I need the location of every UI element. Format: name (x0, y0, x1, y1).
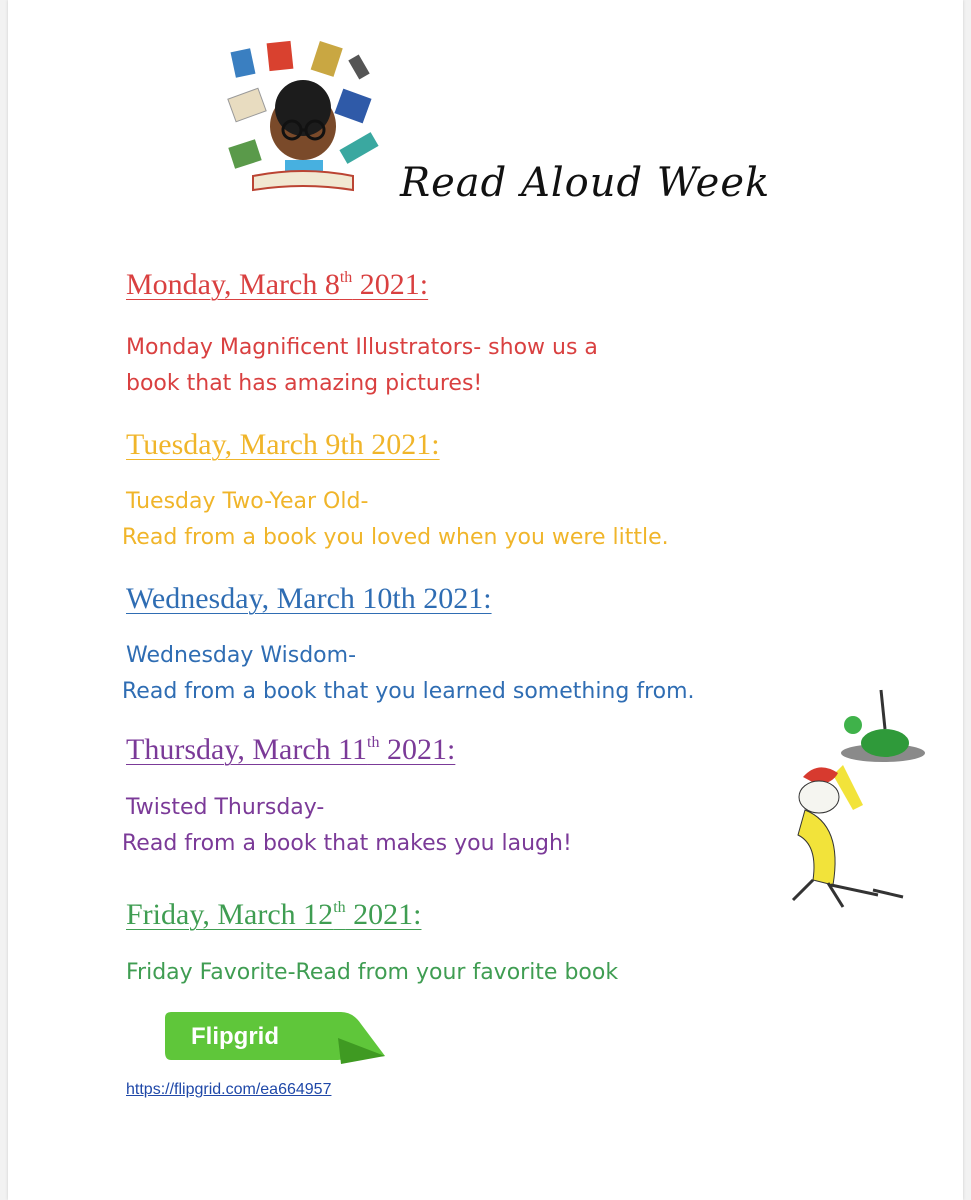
flipgrid-logo[interactable] (163, 1008, 393, 1068)
green-eggs-ham-character-illustration (783, 685, 933, 915)
page-title: Read Aloud Week (400, 160, 771, 206)
day-description-thursday: Twisted Thursday- Read from a book that makes you laugh! (122, 795, 572, 856)
flipgrid-logo-text: Flipgrid (191, 1023, 279, 1050)
reading-kid-illustration (223, 38, 393, 203)
day-heading-wednesday: Wednesday, March 10th 2021: (126, 582, 492, 615)
day-description-wednesday: Wednesday Wisdom- Read from a book that you learned something from. (122, 643, 695, 704)
day-description-monday: Monday Magnificent Illustrators- show us a book that has amazing pictures! (126, 335, 598, 396)
day-description-tuesday: Tuesday Two-Year Old- Read from a book you loved when you were little. (122, 489, 669, 550)
day-description-friday: Friday Favorite-Read from your favorite book (126, 960, 619, 985)
day-heading-thursday: Thursday, March 11th 2021: (126, 733, 456, 766)
document-page (8, 0, 963, 1200)
flipgrid-link[interactable]: https://flipgrid.com/ea664957 (126, 1081, 332, 1098)
day-heading-monday: Monday, March 8th 2021: (126, 268, 429, 301)
day-heading-tuesday: Tuesday, March 9th 2021: (126, 428, 440, 461)
day-heading-friday: Friday, March 12th 2021: (126, 898, 422, 931)
